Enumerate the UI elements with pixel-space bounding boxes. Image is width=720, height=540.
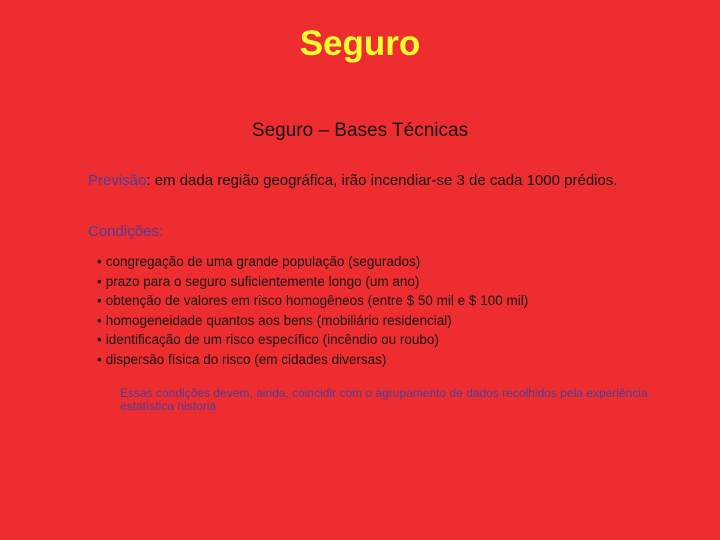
slide-subtitle: Seguro – Bases Técnicas bbox=[251, 120, 469, 141]
condicoes-heading bbox=[88, 221, 668, 242]
list-item bbox=[97, 291, 657, 311]
list-item bbox=[97, 330, 657, 350]
list-item bbox=[97, 311, 657, 331]
previsao-term: Previsão bbox=[88, 172, 147, 189]
bullet-icon: • bbox=[97, 293, 102, 308]
list-item-text: prazo para o seguro suficientemente longo (um ano) bbox=[105, 273, 420, 289]
list-item-text: obtenção de valores em risco homogêneos (entre $ 50 mil e $ 100 mil) bbox=[105, 293, 529, 308]
bullet-icon: • bbox=[97, 332, 102, 347]
bullet-icon: • bbox=[97, 351, 102, 367]
bullet-icon: • bbox=[97, 254, 102, 269]
footnote: Essas condições devem, ainda, coincidir com o agrupamento de dados recolhidos pela experiência estatística historia bbox=[120, 386, 648, 413]
previsao-text: : em dada região geográfica, irão incendiar-se 3 de cada 1000 prédios. bbox=[146, 172, 618, 189]
bullet-icon: • bbox=[97, 312, 102, 328]
condicoes-colon: : bbox=[158, 223, 164, 240]
bullet-icon: • bbox=[97, 273, 102, 289]
list-item-text: identificação de um risco específico (incêndio ou roubo) bbox=[105, 332, 439, 347]
list-item bbox=[97, 272, 657, 292]
condicoes-list bbox=[97, 252, 657, 369]
list-item bbox=[97, 252, 657, 272]
list-item-text: homogeneidade quantos aos bens (mobiliário residencial) bbox=[105, 312, 452, 328]
list-item-text: congregação de uma grande população (segurados) bbox=[105, 254, 421, 269]
list-item-text: dispersão física do risco (em cidades diversas) bbox=[105, 351, 387, 367]
previsao-paragraph bbox=[88, 170, 668, 191]
slide-title: Seguro bbox=[299, 24, 421, 63]
condicoes-term: Condições bbox=[88, 223, 159, 240]
list-item bbox=[97, 350, 657, 370]
